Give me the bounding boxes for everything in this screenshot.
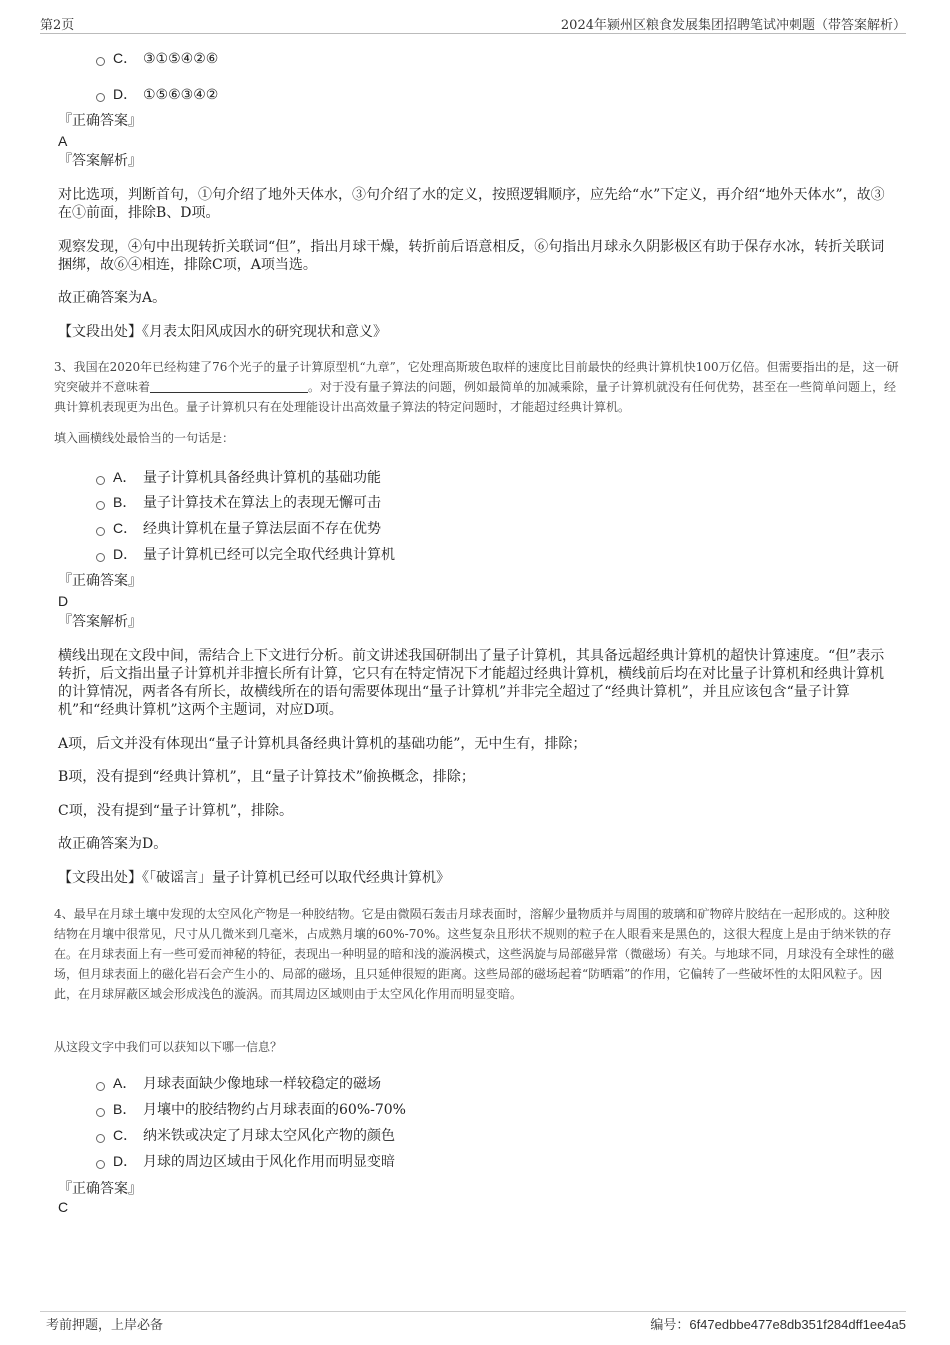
- q2-analysis-para-1: 对比选项，判断首句，①句介绍了地外天体水，③句介绍了水的定义，按照逻辑顺序，应先给“水”下定义，再介绍“地外天体水”，故③在①前面，排除B、D项。: [58, 187, 885, 221]
- q4-option-d[interactable]: D． 月球的周边区域由于风化作用而明显变暗: [96, 1152, 395, 1171]
- radio-icon[interactable]: [96, 1134, 105, 1143]
- q2-answer-label: 『正确答案』: [58, 113, 142, 129]
- q4-stem: 4、最早在月球土壤中发现的太空风化产物是一种胶结物。它是由微陨石轰击月球表面时，溶解少量物质并与周围的玻璃和矿物碎片胶结在一起形成的。这种胶结物在月壤中很常见，尺寸从几微米到几毫米，占成熟月壤的60%-70%。这些复杂且形状不规则的粒子在人眼看来是黑色的，这很大程度上是由于纳米铁的存在。在月球表面上有一些可爱而神秘的特征，表现出一种明显的暗和浅的漩涡模式，这些涡旋与局部磁异常（微磁场）有关。与地球不同，月球没有全球性的磁场，但月球表面上的磁化岩石会产生小的、局部的磁场，且只延伸很短的距离。这些局部的磁场起着“防晒霜”的作用，它偏转了一些破坏性的太阳风粒子。因此，在月球屏蔽区域会形成浅色的漩涡。而其周边区域则由于太空风化作用而明显变暗。: [54, 907, 895, 1001]
- q3-answer: D: [58, 593, 69, 609]
- q4-option-a[interactable]: A． 月球表面缺少像地球一样较稳定的磁场: [96, 1074, 381, 1093]
- q4-option-c[interactable]: C． 纳米铁或决定了月球太空风化产物的颜色: [96, 1126, 395, 1145]
- radio-icon[interactable]: [96, 93, 105, 102]
- q2-analysis-conclusion: 故正确答案为A。: [58, 290, 167, 306]
- document-title: 2024年颍州区粮食发展集团招聘笔试冲刺题（带答案解析）: [560, 18, 906, 33]
- header-divider: [40, 33, 906, 34]
- q4-answer-label: 『正确答案』: [58, 1181, 142, 1197]
- q3-option-c[interactable]: C． 经典计算机在量子算法层面不存在优势: [96, 519, 381, 538]
- fill-blank: [150, 380, 308, 393]
- q3-analysis-option-c: C项，没有提到“量子计算机”，排除。: [58, 803, 294, 819]
- q2-answer: A: [58, 133, 68, 149]
- q2-source: 【文段出处】《月表太阳风成因水的研究现状和意义》: [58, 324, 387, 340]
- footer-slogan: 考前押题，上岸必备: [46, 1318, 164, 1333]
- q2-analysis-para-2: 观察发现，④句中出现转折关联词“但”，指出月球干燥，转折前后语意相反，⑥句指出月球永久阴影极区有助于保存水冰，转折关联词捆绑，故⑥④相连，排除C项，A项当选。: [58, 239, 885, 273]
- q3-answer-label: 『正确答案』: [58, 573, 142, 589]
- radio-icon[interactable]: [96, 476, 105, 485]
- radio-icon[interactable]: [96, 1160, 105, 1169]
- q3-option-d[interactable]: D． 量子计算机已经可以完全取代经典计算机: [96, 545, 395, 564]
- q3-analysis-option-a: A项，后文并没有体现出“量子计算机具备经典计算机的基础功能”，无中生有，排除；: [58, 736, 587, 752]
- radio-icon[interactable]: [96, 1108, 105, 1117]
- q3-prompt: 填入画横线处最恰当的一句话是：: [54, 431, 235, 445]
- q2-analysis-label: 『答案解析』: [58, 153, 142, 169]
- page-number: 第2页: [40, 18, 75, 33]
- q3-source: 【文段出处】《「破谣言」量子计算机已经可以取代经典计算机》: [58, 870, 450, 886]
- q4-option-b[interactable]: B． 月壤中的胶结物约占月球表面的60%-70%: [96, 1100, 406, 1119]
- radio-icon[interactable]: [96, 1082, 105, 1091]
- radio-icon[interactable]: [96, 553, 105, 562]
- q3-analysis-option-b: B项，没有提到“经典计算机”，且“量子计算技术”偷换概念，排除；: [58, 769, 475, 785]
- q3-analysis-label: 『答案解析』: [58, 614, 142, 630]
- radio-icon[interactable]: [96, 57, 105, 66]
- q2-option-d[interactable]: D． ①⑤⑥③④②: [96, 85, 218, 104]
- q3-analysis-conclusion: 故正确答案为D。: [58, 836, 168, 852]
- q4-prompt: 从这段文字中我们可以获知以下哪一信息？: [54, 1040, 283, 1054]
- q3-analysis-para-1: 横线出现在文段中间，需结合上下文进行分析。前文讲述我国研制出了量子计算机，其具备远超经典计算机的超快计算速度。“但”表示转折，后文指出量子计算机并非擅长所有计算，它只有在特定情况下才能超过经典计算机，横线前后均在对比量子计算机和经典计算机的计算情况，两者各有所长，故横线所在的语句需要体现出“量子计算机”并非完全超过了“经典计算机”，并且应该包含“量子计算机”和“经典计算机”这两个主题词，对应D项。: [58, 648, 885, 718]
- q3-option-a[interactable]: A． 量子计算机具备经典计算机的基础功能: [96, 468, 381, 487]
- q2-option-c[interactable]: C． ③①⑤④②⑥: [96, 49, 218, 68]
- document-code: 编号：6f47edbbe477e8db351f284dff1ee4a5: [650, 1317, 906, 1333]
- footer-divider: [40, 1311, 906, 1312]
- q3-stem: 3、我国在2020年已经构建了76个光子的量子计算原型机“九章”，它处理高斯玻色取样的速度比目前最快的经典计算机快100万亿倍。但需要指出的是，这一研究突破并不意味着 。对于没有量子算法的问题，例如最简单的加减乘除，量子计算机就没有任何优势，甚至在一些简单问题上，经典计算机表现更为出色。量子计算机只有在处理能设计出高效量子算法的特定问题时，才能超过经典计算机。: [54, 360, 899, 414]
- radio-icon[interactable]: [96, 527, 105, 536]
- radio-icon[interactable]: [96, 501, 105, 510]
- q4-answer: C: [58, 1199, 69, 1215]
- q3-option-b[interactable]: B． 量子计算技术在算法上的表现无懈可击: [96, 493, 381, 512]
